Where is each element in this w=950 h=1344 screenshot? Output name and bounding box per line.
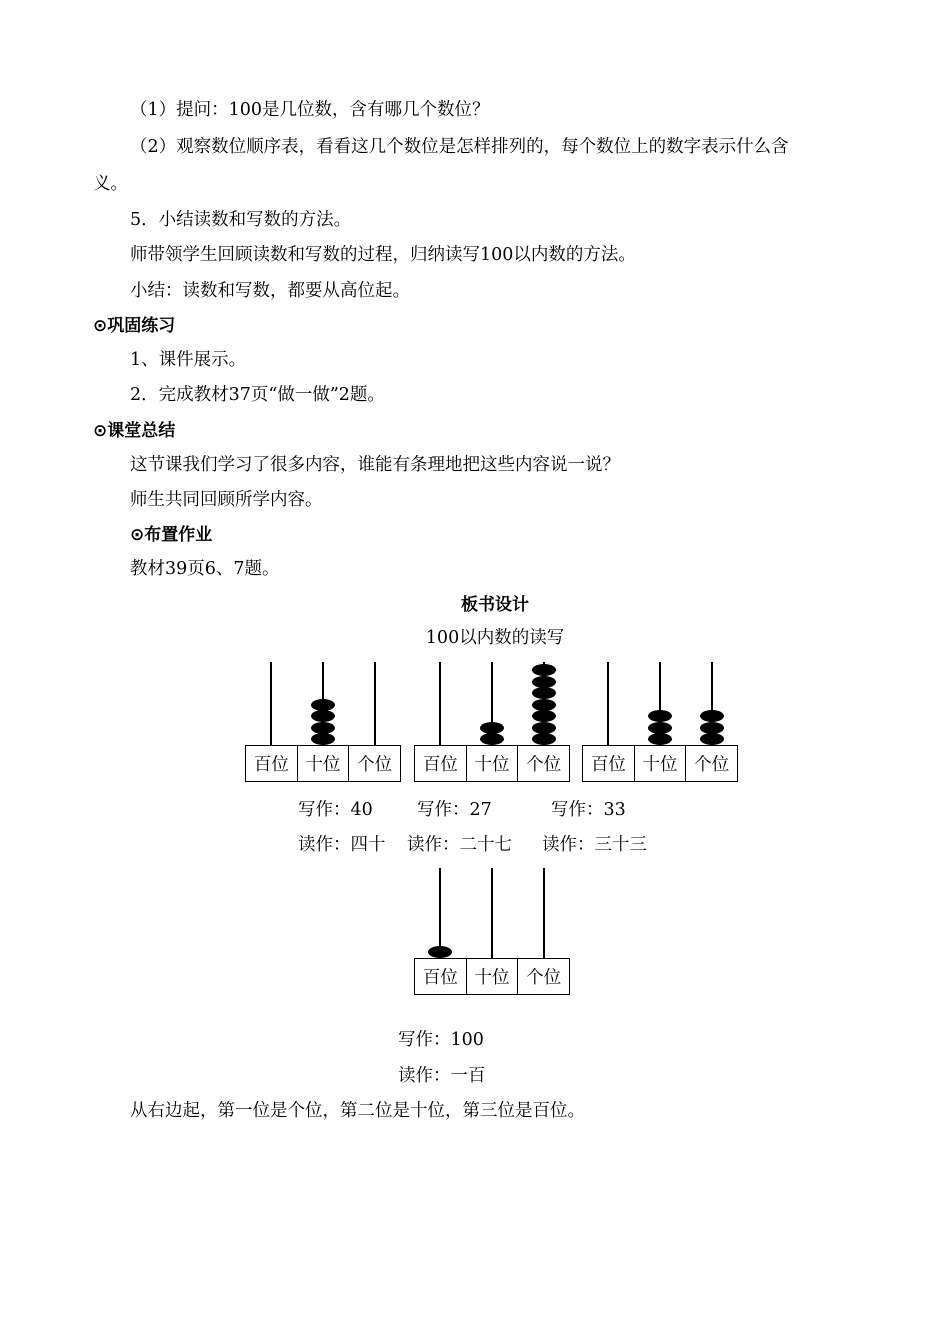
abacus-1-label-hundreds: 百位 (246, 746, 298, 781)
abacus-2-write: 写作：27 (417, 800, 492, 820)
abacus-1-rod-ones (374, 662, 375, 745)
abacus-4-rod-hundreds (439, 868, 440, 958)
board-design-subtitle: 100以内数的读写 (425, 628, 565, 648)
abacus-1-rod-hundreds (270, 662, 271, 745)
text-line-teacher-review: 师带领学生回顾读数和写数的过程，归纳读写100以内数的方法。 (130, 245, 636, 265)
text-line-practice-1: 1、课件展示。 (130, 350, 247, 370)
abacus-2-rod-hundreds (439, 662, 440, 745)
abacus-4-label-tens: 十位 (467, 959, 519, 994)
abacus-3-bead (700, 722, 724, 734)
abacus-1-write: 写作：40 (298, 800, 373, 820)
abacus-1-bead (311, 733, 335, 745)
abacus-3-place-table (582, 745, 738, 782)
abacus-4-write: 写作：100 (398, 1030, 484, 1050)
abacus-2-bead (480, 733, 504, 745)
text-line-class-summary-1: 这节课我们学习了很多内容，谁能有条理地把这些内容说一说？ (130, 455, 620, 475)
abacus-3-bead (700, 710, 724, 722)
abacus-2-bead (532, 687, 556, 699)
abacus-2-bead (532, 699, 556, 711)
abacus-1-bead (311, 722, 335, 734)
abacus-2-bead (532, 676, 556, 688)
text-line-question-2-cont: 义。 (93, 174, 128, 194)
abacus-2-label-hundreds: 百位 (415, 746, 467, 781)
abacus-1-bead (311, 710, 335, 722)
text-line-place-order: 从右边起，第一位是个位，第二位是十位，第三位是百位。 (130, 1101, 585, 1121)
heading-homework: ⊙布置作业 (130, 525, 213, 545)
abacus-4-rod-tens (491, 868, 492, 958)
abacus-1-read: 读作：四十 (298, 835, 386, 855)
text-line-question-2: （2）观察数位顺序表，看看这几个数位是怎样排列的，每个数位上的数字表示什么含 (130, 137, 789, 157)
abacus-4-place-table (414, 958, 570, 995)
abacus-2-bead (532, 722, 556, 734)
abacus-2-read: 读作：二十七 (407, 835, 512, 855)
text-line-summary: 小结：读数和写数，都要从高位起。 (130, 281, 410, 301)
abacus-3-read: 读作：三十三 (542, 835, 647, 855)
abacus-2-label-ones: 个位 (526, 755, 562, 775)
abacus-2-bead (480, 722, 504, 734)
abacus-3-label-ones: 个位 (694, 755, 730, 775)
heading-class-summary: ⊙课堂总结 (93, 421, 176, 441)
abacus-3-bead (648, 733, 672, 745)
text-line-class-summary-2: 师生共同回顾所学内容。 (130, 490, 323, 510)
text-line-homework: 教材39页6、7题。 (130, 559, 280, 579)
text-line-step-5: 5．小结读数和写数的方法。 (130, 210, 352, 230)
abacus-4-rod-ones (543, 868, 544, 958)
abacus-2-bead (532, 733, 556, 745)
abacus-1-bead (311, 699, 335, 711)
text-line-question-1: （1）提问：100是几位数，含有哪几个数位？ (130, 100, 490, 120)
heading-practice: ⊙巩固练习 (93, 316, 176, 336)
abacus-3-write: 写作：33 (551, 800, 626, 820)
abacus-1-label-tens: 十位 (298, 746, 350, 781)
abacus-1-label-ones: 个位 (357, 755, 393, 775)
abacus-3-bead (700, 733, 724, 745)
abacus-3-label-hundreds: 百位 (583, 746, 635, 781)
abacus-4-read: 读作：一百 (398, 1066, 486, 1086)
abacus-3-bead (648, 722, 672, 734)
abacus-3-bead (648, 710, 672, 722)
abacus-3-label-tens: 十位 (635, 746, 687, 781)
abacus-4-bead (428, 946, 452, 958)
abacus-2-label-tens: 十位 (467, 746, 519, 781)
text-line-practice-2: 2．完成教材37页“做一做”2题。 (130, 385, 385, 405)
board-design-title: 板书设计 (461, 595, 529, 615)
abacus-1-place-table (245, 745, 401, 782)
abacus-2-bead (532, 710, 556, 722)
abacus-3-rod-hundreds (607, 662, 608, 745)
abacus-4-label-hundreds: 百位 (415, 959, 467, 994)
abacus-2-place-table (414, 745, 570, 782)
abacus-4-label-ones: 个位 (526, 968, 562, 988)
abacus-2-bead (532, 664, 556, 676)
